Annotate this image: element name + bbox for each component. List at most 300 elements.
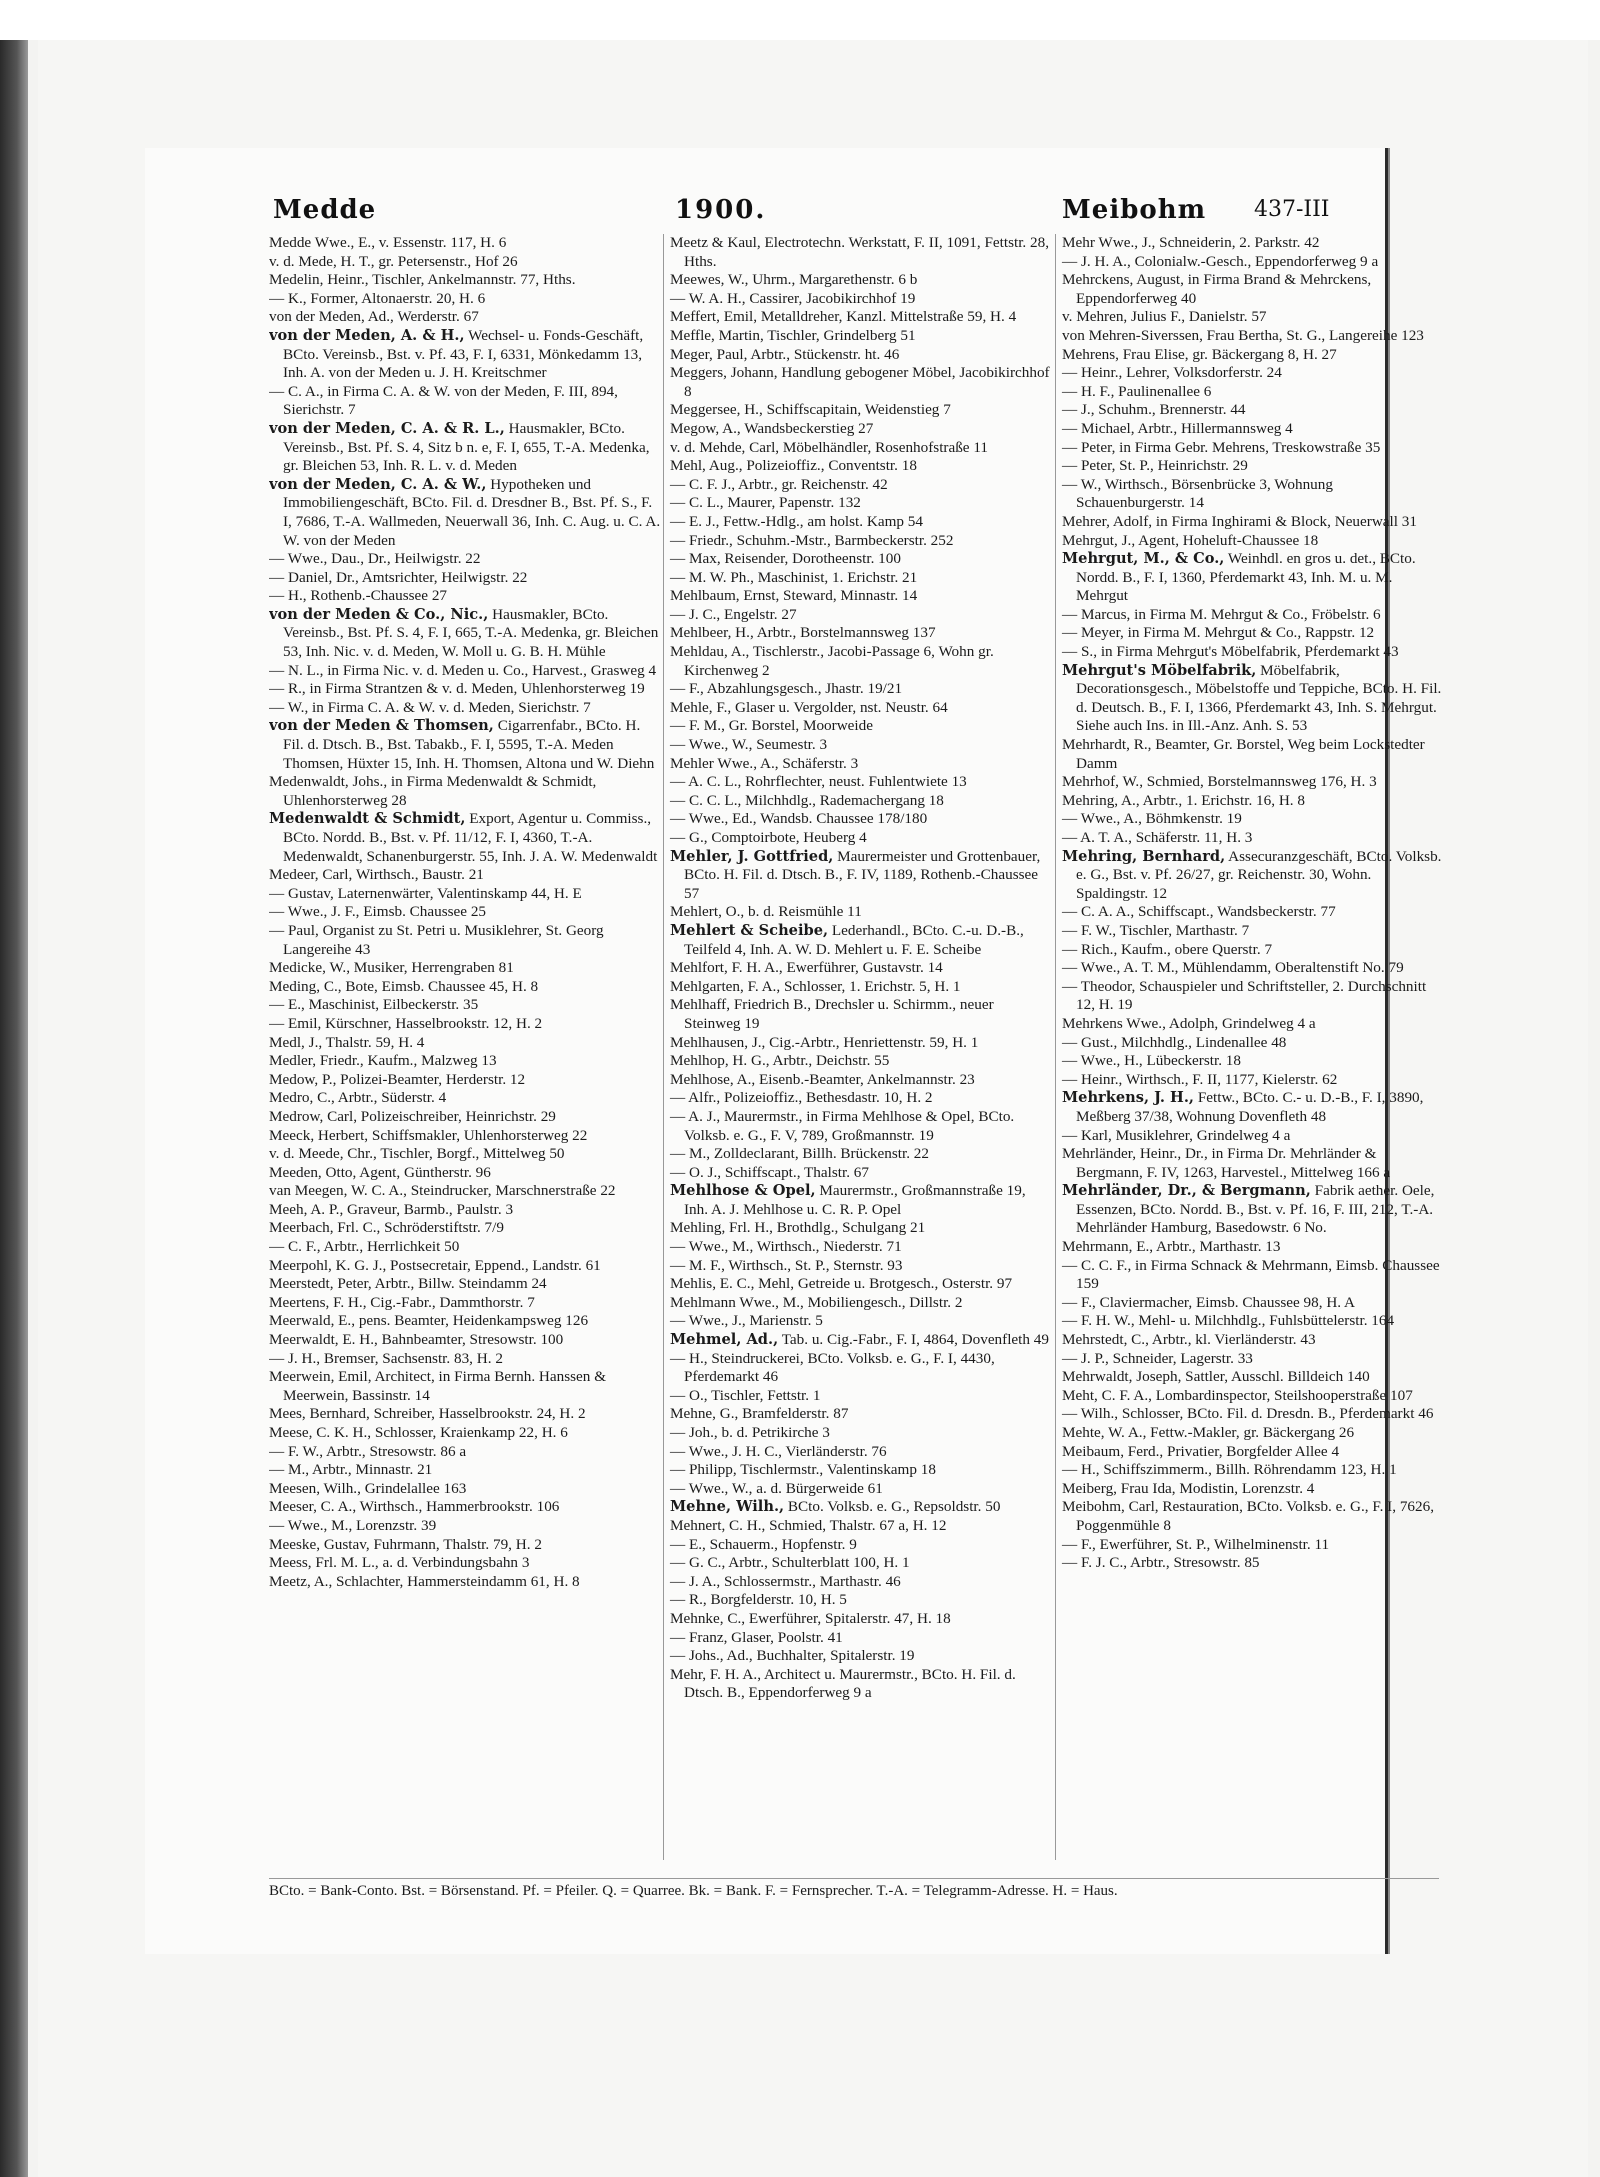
page-number: 437-III bbox=[1254, 197, 1330, 222]
entry-firm-name: Mehmel, Ad., bbox=[670, 1331, 779, 1349]
directory-entry bbox=[670, 978, 1052, 997]
entry-text: — J. A., Schlossermstr., Marthastr. 46 bbox=[670, 1572, 901, 1590]
entry-text: — Franz, Glaser, Poolstr. 41 bbox=[670, 1628, 843, 1646]
entry-text: Mehlis, E. C., Mehl, Getreide u. Brotgesch., Osterstr. 97 bbox=[670, 1275, 1013, 1293]
directory-entry bbox=[269, 699, 664, 718]
directory-entry bbox=[1062, 959, 1444, 978]
entry-text: Mehrländer, Heinr., Dr., in Firma Dr. Mehrländer & Bergmann, F. IV, 1263, Harvestel., Mittelweg 166 a bbox=[1062, 1145, 1391, 1181]
entry-text: Meerwein, Emil, Architect, in Firma Bernh. Hanssen & Meerwein, Bassinstr. 14 bbox=[269, 1368, 607, 1404]
entry-text: — Wwe., M., Lorenzstr. 39 bbox=[269, 1516, 437, 1534]
entry-text: Meerwald, E., pens. Beamter, Heidenkampsweg 126 bbox=[269, 1312, 589, 1330]
entry-text: — M., Arbtr., Minnastr. 21 bbox=[269, 1461, 433, 1479]
entry-text: Mehrmann, E., Arbtr., Marthastr. 13 bbox=[1062, 1238, 1281, 1256]
abbreviation-legend: BCto. = Bank-Conto. Bst. = Börsenstand. Pf. = Pfeiler. Q. = Quarree. Bk. = Bank. F. = Fernsprecher. T.-A. = Telegramm-Adresse. H. = Haus. bbox=[269, 1878, 1439, 1900]
directory-entry bbox=[670, 550, 1052, 569]
entry-text: Meess, Frl. M. L., a. d. Verbindungsbahn 3 bbox=[269, 1554, 530, 1572]
header-right-keyword: Meibohm bbox=[1062, 195, 1207, 225]
entry-text: — F., Abzahlungsgesch., Jhastr. 19/21 bbox=[670, 680, 903, 698]
entry-text: — Emil, Kürschner, Hasselbrookstr. 12, H. 2 bbox=[269, 1014, 543, 1032]
entry-text: Mehl, Aug., Polizeioffiz., Conventstr. 18 bbox=[670, 457, 917, 475]
directory-entry bbox=[269, 1312, 664, 1331]
entry-text: Meeck, Herbert, Schiffsmakler, Uhlenhorsterweg 22 bbox=[269, 1126, 588, 1144]
directory-entry bbox=[670, 1647, 1052, 1666]
entry-text: v. d. Mehde, Carl, Möbelhändler, Rosenhofstraße 11 bbox=[670, 438, 988, 456]
directory-entry bbox=[269, 290, 664, 309]
entry-text: Meerpohl, K. G. J., Postsecretair, Eppend., Landstr. 61 bbox=[269, 1256, 601, 1274]
entry-text: Meesen, Wilh., Grindelallee 163 bbox=[269, 1479, 467, 1497]
entry-text: Medeer, Carl, Wirthsch., Baustr. 21 bbox=[269, 866, 484, 884]
directory-entry bbox=[1062, 439, 1444, 458]
directory-entry bbox=[670, 327, 1052, 346]
directory-entry bbox=[670, 643, 1052, 680]
directory-entry bbox=[1062, 810, 1444, 829]
directory-entry bbox=[269, 1257, 664, 1276]
directory-entry bbox=[1062, 550, 1444, 606]
directory-entry bbox=[269, 1461, 664, 1480]
directory-entry bbox=[670, 624, 1052, 643]
directory-entry bbox=[1062, 364, 1444, 383]
entry-text: Medicke, W., Musiker, Herrengraben 81 bbox=[269, 959, 514, 977]
directory-entry bbox=[670, 513, 1052, 532]
directory-entry bbox=[670, 587, 1052, 606]
entry-text: — F., Ewerführer, St. P., Wilhelminenstr. 11 bbox=[1062, 1535, 1330, 1553]
entry-text: — N. L., in Firma Nic. v. d. Meden u. Co., Harvest., Grasweg 4 bbox=[269, 661, 657, 679]
entry-firm-name: Mehlhose & Opel, bbox=[670, 1182, 816, 1200]
directory-entry bbox=[670, 1164, 1052, 1183]
directory-entry bbox=[269, 1368, 664, 1405]
directory-entry bbox=[670, 1443, 1052, 1462]
directory-entry bbox=[1062, 1238, 1444, 1257]
directory-entry bbox=[670, 439, 1052, 458]
entry-text: — Paul, Organist zu St. Petri u. Musiklehrer, St. Georg Langereihe 43 bbox=[269, 921, 604, 958]
entry-text: — Rich., Kaufm., obere Querstr. 7 bbox=[1062, 940, 1273, 958]
entry-text: — G., Comptoirbote, Heuberg 4 bbox=[670, 829, 867, 846]
entry-text: — R., Borgfelderstr. 10, H. 5 bbox=[670, 1591, 847, 1609]
directory-entry bbox=[1062, 383, 1444, 402]
directory-entry bbox=[670, 1498, 1052, 1517]
entry-text: — Gust., Milchhdlg., Lindenallee 48 bbox=[1062, 1033, 1287, 1051]
directory-entry bbox=[670, 420, 1052, 439]
entry-text: — F. M., Gr. Borstel, Moorweide bbox=[670, 717, 873, 735]
directory-entry bbox=[1062, 1089, 1444, 1126]
column-2 bbox=[663, 234, 1052, 1860]
entry-text: — A. J., Maurermstr., in Firma Mehlhose & Opel, BCto. Volksb. e. G., F. V, 789, Großmannstr. 19 bbox=[670, 1107, 1015, 1144]
directory-entry bbox=[269, 606, 664, 662]
entry-text: Mehlhop, H. G., Arbtr., Deichstr. 55 bbox=[670, 1052, 890, 1070]
entry-text: Mehte, W. A., Fettw.-Makler, gr. Bäckergang 26 bbox=[1062, 1424, 1355, 1441]
directory-entry bbox=[1062, 1071, 1444, 1090]
entry-text: — C. F. J., Arbtr., gr. Reichenstr. 42 bbox=[670, 475, 888, 493]
entry-text: Mehrer, Adolf, in Firma Inghirami & Block, Neuerwall 31 bbox=[1062, 512, 1417, 530]
directory-entry bbox=[670, 699, 1052, 718]
entry-text: Meeser, C. A., Wirthsch., Hammerbrookstr. 106 bbox=[269, 1498, 560, 1516]
entry-text: — Wwe., A. T. M., Mühlendamm, Oberaltenstift No. 79 bbox=[1062, 959, 1404, 977]
entry-firm-name: Medenwaldt & Schmidt, bbox=[269, 810, 466, 828]
entry-text: Meggersee, H., Schiffscapitain, Weidenstieg 7 bbox=[670, 401, 951, 419]
entry-firm-name: von der Meden, A. & H., bbox=[269, 326, 465, 344]
directory-entry bbox=[1062, 1145, 1444, 1182]
directory-entry bbox=[269, 383, 664, 420]
directory-entry bbox=[670, 829, 1052, 848]
directory-entry bbox=[670, 1480, 1052, 1499]
entry-text: — F. H. W., Mehl- u. Milchhdlg., Fuhlsbüttelerstr. 164 bbox=[1062, 1312, 1395, 1330]
entry-text: Hausmakler, BCto. Vereinsb., Bst. Pf. S. 4, Sitz b n. e, F. I, 655, T.-A. Medenka, gr. Bleichen 53, Inh. R. L. v. d. Meden bbox=[283, 419, 650, 475]
entry-firm-name: von der Meden & Co., Nic., bbox=[269, 605, 489, 623]
directory-entry bbox=[670, 271, 1052, 290]
directory-entry bbox=[1062, 1331, 1444, 1350]
directory-entry bbox=[269, 978, 664, 997]
entry-text: — Joh., b. d. Petrikirche 3 bbox=[670, 1424, 830, 1441]
entry-text: Medl, J., Thalstr. 59, H. 4 bbox=[269, 1033, 425, 1051]
entry-text: — H., Schiffszimmerm., Billh. Röhrendamm 123, H. 1 bbox=[1062, 1461, 1397, 1479]
directory-entry bbox=[670, 1108, 1052, 1145]
entry-text: Mehrgut, J., Agent, Hoheluft-Chaussee 18 bbox=[1062, 531, 1319, 549]
entry-text: — G. C., Arbtr., Schulterblatt 100, H. 1 bbox=[670, 1554, 910, 1572]
directory-entry bbox=[269, 1350, 664, 1369]
directory-entry bbox=[269, 1498, 664, 1517]
entry-text: — A. T. A., Schäferstr. 11, H. 3 bbox=[1062, 829, 1253, 846]
directory-entry bbox=[670, 1536, 1052, 1555]
entry-text: Meger, Paul, Arbtr., Stückenstr. ht. 46 bbox=[670, 345, 900, 363]
entry-text: Hypotheken und Immobiliengeschäft, BCto. Fil. d. Dresdner B., Bst. Pf. S., F. I, 7686, T.-A. Wallmeden, Neuerwall 36, Inh. C. Aug. u. C. A. W. von der Meden bbox=[283, 475, 661, 549]
entry-text: Meht, C. F. A., Lombardinspector, Steilshooperstraße 107 bbox=[1062, 1386, 1413, 1404]
entry-text: Maurermeister und Grottenbauer, BCto. H. Fil. d. Dtsch. B., F. IV, 1189, Rothenb.-Chaussee 57 bbox=[684, 847, 1041, 902]
directory-entry bbox=[670, 1350, 1052, 1387]
entry-text: — Theodor, Schauspieler und Schriftsteller, 2. Durchschnitt 12, H. 19 bbox=[1062, 977, 1427, 1014]
directory-entry bbox=[670, 1034, 1052, 1053]
entry-text: — Wwe., A., Böhmkenstr. 19 bbox=[1062, 810, 1242, 828]
entry-text: Meewes, W., Uhrm., Margarethenstr. 6 b bbox=[670, 271, 918, 289]
entry-text: Möbelfabrik, Decorationsgesch., Möbelstoffe und Teppiche, BCto. H. Fil. d. Deutsch. B., F. I, 1366, Pferdemarkt 43, Inh. S. Mehrgut. Siehe auch Ins. in Ill.-Anz. Anh. S. 53 bbox=[1076, 661, 1442, 735]
entry-firm-name: Mehne, Wilh., bbox=[670, 1498, 785, 1516]
entry-text: — C. A., in Firma C. A. & W. von der Meden, F. III, 894, Sierichstr. 7 bbox=[269, 382, 618, 419]
directory-entry bbox=[670, 755, 1052, 774]
entry-text: — H., Steindruckerei, BCto. Volksb. e. G., F. I, 4430, Pferdemarkt 46 bbox=[670, 1349, 995, 1386]
directory-entry bbox=[1062, 1312, 1444, 1331]
directory-entry bbox=[1062, 253, 1444, 272]
directory-entry bbox=[269, 1089, 664, 1108]
entry-text: — J. H., Bremser, Sachsenstr. 83, H. 2 bbox=[269, 1349, 503, 1367]
entry-text: Mehne, G., Bramfelderstr. 87 bbox=[670, 1405, 849, 1423]
column-3 bbox=[1055, 234, 1444, 1860]
directory-entry bbox=[1062, 1554, 1444, 1573]
entry-text: — M., Zolldeclarant, Billh. Brückenstr. 22 bbox=[670, 1145, 929, 1163]
directory-entry bbox=[670, 1071, 1052, 1090]
directory-entry bbox=[670, 1182, 1052, 1219]
entry-text: — Johs., Ad., Buchhalter, Spitalerstr. 19 bbox=[670, 1647, 915, 1665]
entry-text: — Peter, St. P., Heinrichstr. 29 bbox=[1062, 457, 1248, 475]
entry-text: — C. C. L., Milchhdlg., Rademachergang 18 bbox=[670, 791, 944, 809]
directory-entry bbox=[269, 1536, 664, 1555]
entry-text: — C. L., Maurer, Papenstr. 132 bbox=[670, 494, 861, 512]
entry-text: Meeske, Gustav, Fuhrmann, Thalstr. 79, H. 2 bbox=[269, 1535, 542, 1553]
entry-text: — Wwe., Ed., Wandsb. Chaussee 178/180 bbox=[670, 810, 928, 828]
entry-text: — H., Rothenb.-Chaussee 27 bbox=[269, 587, 448, 605]
directory-entry bbox=[1062, 1368, 1444, 1387]
directory-entry bbox=[1062, 1034, 1444, 1053]
entry-text: Meerwaldt, E. H., Bahnbeamter, Stresowstr. 100 bbox=[269, 1331, 564, 1349]
directory-entry bbox=[1062, 1182, 1444, 1238]
directory-entry bbox=[1062, 1424, 1444, 1443]
entry-text: Mehle, F., Glaser u. Vergolder, nst. Neustr. 64 bbox=[670, 698, 948, 716]
directory-entry bbox=[269, 1573, 664, 1592]
directory-entry bbox=[269, 1182, 664, 1201]
entry-text: Mehlgarten, F. A., Schlosser, 1. Erichstr. 5, H. 1 bbox=[670, 977, 961, 995]
entry-text: Mehlert, O., b. d. Reismühle 11 bbox=[670, 903, 862, 921]
entry-text: Export, Agentur u. Commiss., BCto. Nordd. B., Bst. v. Pf. 11/12, F. I, 4360, T.-A. Medenwaldt, Schanenburgerstr. 55, Inh. J. A. W. Medenwaldt bbox=[283, 810, 658, 865]
entry-text: — S., in Firma Mehrgut's Möbelfabrik, Pferdemarkt 43 bbox=[1062, 643, 1399, 661]
entry-text: — Max, Reisender, Dorotheenstr. 100 bbox=[670, 550, 901, 568]
directory-entry bbox=[269, 662, 664, 681]
directory-entry bbox=[1062, 662, 1444, 736]
directory-entry bbox=[269, 680, 664, 699]
entry-text: — M. F., Wirthsch., St. P., Sternstr. 93 bbox=[670, 1256, 903, 1274]
directory-entry bbox=[1062, 1294, 1444, 1313]
directory-entry bbox=[670, 792, 1052, 811]
directory-entry bbox=[670, 1424, 1052, 1443]
column-1 bbox=[269, 234, 664, 1860]
entry-text: Medrow, Carl, Polizeischreiber, Heinrichstr. 29 bbox=[269, 1107, 556, 1125]
entry-text: v. d. Meede, Chr., Tischler, Borgf., Mittelweg 50 bbox=[269, 1145, 565, 1163]
directory-entry bbox=[269, 1424, 664, 1443]
directory-entry bbox=[269, 420, 664, 476]
directory-entry bbox=[670, 308, 1052, 327]
directory-entry bbox=[1062, 643, 1444, 662]
entry-text: Weinhdl. en gros u. det., BCto. Nordd. B., F. I, 1360, Pferdemarkt 43, Inh. M. u. M. Mehrgut bbox=[1076, 550, 1416, 605]
entry-text: Mehlbeer, H., Arbtr., Borstelmannsweg 137 bbox=[670, 624, 936, 642]
directory-entry bbox=[269, 234, 664, 253]
entry-text: von Mehren-Siverssen, Frau Bertha, St. G., Langereihe 123 bbox=[1062, 326, 1424, 344]
entry-text: von der Meden, Ad., Werderstr. 67 bbox=[269, 308, 479, 326]
directory-entry bbox=[269, 308, 664, 327]
entry-text: — Wwe., W., Seumestr. 3 bbox=[670, 736, 828, 754]
directory-entry bbox=[670, 1573, 1052, 1592]
entry-text: Fabrik aether. Oele, Essenzen, BCto. Nordd. B., Bst. v. Pf. 16, F. III, 212, T.-A. Mehrländer Hamburg, Basedowstr. 6 No. bbox=[1076, 1182, 1435, 1237]
directory-entry bbox=[1062, 1405, 1444, 1424]
directory-entry bbox=[1062, 420, 1444, 439]
directory-entry bbox=[670, 1405, 1052, 1424]
directory-entry bbox=[670, 1461, 1052, 1480]
entry-text: Maurermstr., Großmannstraße 19, Inh. A. J. Mehlhose u. C. R. P. Opel bbox=[684, 1182, 1026, 1218]
directory-entry bbox=[1062, 1387, 1444, 1406]
entry-text: Meiberg, Frau Ida, Modistin, Lorenzstr. 4 bbox=[1062, 1479, 1315, 1497]
directory-entry bbox=[1062, 476, 1444, 513]
entry-text: — E., Schauerm., Hopfenstr. 9 bbox=[670, 1535, 857, 1553]
entry-text: — Wwe., Dau., Dr., Heilwigstr. 22 bbox=[269, 550, 481, 568]
entry-text: Mehnke, C., Ewerführer, Spitalerstr. 47, H. 18 bbox=[670, 1609, 951, 1627]
entry-text: — F. W., Tischler, Marthastr. 7 bbox=[1062, 921, 1250, 939]
header-year: 1900. bbox=[675, 195, 767, 225]
entry-text: Mehrstedt, C., Arbtr., kl. Vierländerstr. 43 bbox=[1062, 1331, 1316, 1349]
directory-entry bbox=[1062, 1536, 1444, 1555]
directory-entry bbox=[269, 922, 664, 959]
directory-entry bbox=[1062, 792, 1444, 811]
entry-text: Mehling, Frl. H., Brothdlg., Schulgang 21 bbox=[670, 1219, 926, 1237]
directory-entry bbox=[670, 457, 1052, 476]
entry-text: Mehrkens Wwe., Adolph, Grindelweg 4 a bbox=[1062, 1014, 1316, 1032]
entry-text: Mehrhof, W., Schmied, Borstelmannsweg 176, H. 3 bbox=[1062, 773, 1377, 791]
directory-entry bbox=[269, 569, 664, 588]
directory-entry bbox=[269, 1331, 664, 1350]
directory-entry bbox=[670, 606, 1052, 625]
entry-text: — K., Former, Altonaerstr. 20, H. 6 bbox=[269, 289, 486, 307]
directory-entry bbox=[269, 1405, 664, 1424]
entry-text: — J. P., Schneider, Lagerstr. 33 bbox=[1062, 1349, 1253, 1367]
directory-entry bbox=[670, 1145, 1052, 1164]
directory-entry bbox=[269, 717, 664, 773]
directory-entry bbox=[269, 253, 664, 272]
directory-entry bbox=[269, 1108, 664, 1127]
entry-text: — Wilh., Schlosser, BCto. Fil. d. Dresdn. B., Pferdemarkt 46 bbox=[1062, 1405, 1434, 1423]
header-left-keyword: Medde bbox=[273, 195, 377, 225]
entry-text: — J., Schuhm., Brennerstr. 44 bbox=[1062, 401, 1246, 419]
directory-entry bbox=[269, 1219, 664, 1238]
directory-entry bbox=[269, 587, 664, 606]
directory-entry bbox=[670, 922, 1052, 959]
directory-entry bbox=[670, 1238, 1052, 1257]
entry-text: Meffert, Emil, Metalldreher, Kanzl. Mittelstraße 59, H. 4 bbox=[670, 308, 1017, 326]
entry-text: — Karl, Musiklehrer, Grindelweg 4 a bbox=[1062, 1126, 1291, 1144]
entry-text: Tab. u. Cig.-Fabr., F. I, 4864, Dovenfleth 49 bbox=[778, 1331, 1049, 1349]
directory-entry bbox=[1062, 1015, 1444, 1034]
directory-entry bbox=[1062, 1480, 1444, 1499]
entry-text: Meerstedt, Peter, Arbtr., Billw. Steindamm 24 bbox=[269, 1275, 547, 1293]
entry-text: — Wwe., J., Marienstr. 5 bbox=[670, 1312, 823, 1330]
directory-page bbox=[145, 148, 1442, 1954]
directory-entry bbox=[670, 1331, 1052, 1350]
entry-firm-name: von der Meden & Thomsen, bbox=[269, 717, 494, 735]
entry-text: Assecuranzgeschäft, BCto. Volksb. e. G., Bst. v. Pf. 26/27, gr. Reichenstr. 30, Wohn. Spaldingstr. 12 bbox=[1076, 847, 1442, 902]
directory-entry bbox=[1062, 848, 1444, 904]
directory-entry bbox=[269, 1052, 664, 1071]
directory-entry bbox=[670, 476, 1052, 495]
directory-entry bbox=[269, 1127, 664, 1146]
entry-text: — F. W., Arbtr., Stresowstr. 86 a bbox=[269, 1442, 467, 1460]
entry-text: Meding, C., Bote, Eimsb. Chaussee 45, H. 8 bbox=[269, 977, 539, 995]
entry-text: — F., Claviermacher, Eimsb. Chaussee 98, H. A bbox=[1062, 1293, 1356, 1311]
directory-entry bbox=[269, 810, 664, 866]
entry-text: — M. W. Ph., Maschinist, 1. Erichstr. 21 bbox=[670, 568, 918, 586]
entry-text: — Gustav, Laternenwärter, Valentinskamp 44, H. E bbox=[269, 884, 582, 902]
entry-firm-name: Mehler, J. Gottfried, bbox=[670, 847, 834, 865]
entry-text: — J. C., Engelstr. 27 bbox=[670, 605, 797, 623]
directory-entry bbox=[670, 1554, 1052, 1573]
directory-entry bbox=[1062, 829, 1444, 848]
directory-entry bbox=[1062, 624, 1444, 643]
directory-entry bbox=[670, 346, 1052, 365]
entry-text: — Alfr., Polizeioffiz., Bethesdastr. 10, H. 2 bbox=[670, 1089, 933, 1107]
directory-entry bbox=[1062, 941, 1444, 960]
entry-text: — Marcus, in Firma M. Mehrgut & Co., Fröbelstr. 6 bbox=[1062, 605, 1381, 623]
directory-entry bbox=[269, 773, 664, 810]
entry-text: v. Mehren, Julius F., Danielstr. 57 bbox=[1062, 308, 1267, 326]
entry-text: — Wwe., H., Lübeckerstr. 18 bbox=[1062, 1052, 1241, 1070]
entry-text: Mehlmann Wwe., M., Mobiliengesch., Dillstr. 2 bbox=[670, 1293, 963, 1311]
entry-text: — Heinr., Wirthsch., F. II, 1177, Kielerstr. 62 bbox=[1062, 1070, 1338, 1088]
directory-entry bbox=[1062, 1443, 1444, 1462]
directory-entry bbox=[269, 1275, 664, 1294]
directory-entry bbox=[670, 1052, 1052, 1071]
entry-text: Medow, P., Polizei-Beamter, Herderstr. 12 bbox=[269, 1070, 526, 1088]
directory-entry bbox=[1062, 1350, 1444, 1369]
entry-text: Mehr Wwe., J., Schneiderin, 2. Parkstr. 42 bbox=[1062, 234, 1320, 251]
entry-text: Meffle, Martin, Tischler, Grindelberg 51 bbox=[670, 326, 916, 344]
entry-text: — W. A. H., Cassirer, Jacobikirchhof 19 bbox=[670, 289, 916, 307]
directory-entry bbox=[670, 290, 1052, 309]
directory-entry bbox=[269, 1480, 664, 1499]
directory-entry bbox=[1062, 457, 1444, 476]
entry-text: Medelin, Heinr., Tischler, Ankelmannstr. 77, Hths. bbox=[269, 271, 576, 289]
entry-text: — H. F., Paulinenallee 6 bbox=[1062, 382, 1212, 400]
directory-entry bbox=[1062, 922, 1444, 941]
entry-text: Medenwaldt, Johs., in Firma Medenwaldt & Schmidt, Uhlenhorsterweg 28 bbox=[269, 773, 597, 809]
directory-entry bbox=[269, 1145, 664, 1164]
directory-entry bbox=[1062, 1498, 1444, 1535]
entry-text: Cigarrenfabr., BCto. H. Fil. d. Dtsch. B., Bst. Tabakb., F. I, 5595, T.-A. Meden Thomsen, Hüxter 15, Inh. H. Thomsen, Altona und W. Diehn bbox=[283, 717, 655, 772]
directory-entry bbox=[1062, 532, 1444, 551]
directory-entry bbox=[269, 1554, 664, 1573]
entry-text: — Philipp, Tischlermstr., Valentinskamp 18 bbox=[670, 1461, 936, 1479]
entry-firm-name: Mehrkens, J. H., bbox=[1062, 1089, 1195, 1107]
entry-text: Mehrckens, August, in Firma Brand & Mehrckens, Eppendorferweg 40 bbox=[1062, 271, 1372, 307]
entry-text: — Wwe., M., Wirthsch., Niederstr. 71 bbox=[670, 1238, 902, 1256]
entry-text: — Wwe., J. H. C., Vierländerstr. 76 bbox=[670, 1442, 887, 1460]
directory-entry bbox=[670, 494, 1052, 513]
directory-entry bbox=[670, 532, 1052, 551]
entry-text: — W., in Firma C. A. & W. v. d. Meden, Sierichstr. 7 bbox=[269, 698, 591, 716]
directory-entry bbox=[269, 327, 664, 383]
entry-text: Meibohm, Carl, Restauration, BCto. Volksb. e. G., F. I, 7626, Poggenmühle 8 bbox=[1062, 1498, 1434, 1534]
entry-firm-name: von der Meden, C. A. & R. L., bbox=[269, 419, 505, 437]
entry-text: — C. C. F., in Firma Schnack & Mehrmann, Eimsb. Chaussee 159 bbox=[1062, 1256, 1440, 1293]
entry-text: — O., Tischler, Fettstr. 1 bbox=[670, 1386, 821, 1404]
directory-entry bbox=[269, 1164, 664, 1183]
entry-text: Meertens, F. H., Cig.-Fabr., Dammthorstr. 7 bbox=[269, 1293, 535, 1311]
entry-text: Mehrwaldt, Joseph, Sattler, Ausschl. Billdeich 140 bbox=[1062, 1368, 1370, 1386]
directory-entry bbox=[670, 717, 1052, 736]
directory-entry bbox=[670, 1629, 1052, 1648]
directory-entry bbox=[269, 1517, 664, 1536]
directory-entry bbox=[670, 848, 1052, 904]
directory-entry bbox=[1062, 773, 1444, 792]
entry-text: Medro, C., Arbtr., Süderstr. 4 bbox=[269, 1089, 447, 1107]
directory-entry bbox=[1062, 1257, 1444, 1294]
entry-text: Meerbach, Frl. C., Schröderstiftstr. 7/9 bbox=[269, 1219, 504, 1237]
entry-text: Mehlfort, F. H. A., Ewerführer, Gustavstr. 14 bbox=[670, 959, 943, 977]
entry-text: Mehrens, Frau Elise, gr. Bäckergang 8, H. 27 bbox=[1062, 345, 1337, 363]
entry-text: — Heinr., Lehrer, Volksdorferstr. 24 bbox=[1062, 364, 1282, 382]
entry-text: v. d. Mede, H. T., gr. Petersenstr., Hof 26 bbox=[269, 252, 518, 270]
entry-text: Meetz & Kaul, Electrotechn. Werkstatt, F. II, 1091, Fettstr. 28, Hths. bbox=[670, 234, 1049, 270]
entry-firm-name: Mehlert & Scheibe, bbox=[670, 921, 829, 939]
directory-entry bbox=[269, 959, 664, 978]
directory-entry bbox=[269, 1034, 664, 1053]
entry-firm-name: Mehring, Bernhard, bbox=[1062, 847, 1226, 865]
directory-entry bbox=[1062, 736, 1444, 773]
entry-text: — W., Wirthsch., Börsenbrücke 3, Wohnung Schauenburgerstr. 14 bbox=[1062, 475, 1333, 512]
entry-text: Mehldau, A., Tischlerstr., Jacobi-Passage 6, Wohn gr. Kirchenweg 2 bbox=[670, 643, 994, 679]
directory-entry bbox=[269, 550, 664, 569]
entry-text: Mees, Bernhard, Schreiber, Hasselbrookstr. 24, H. 2 bbox=[269, 1405, 586, 1423]
directory-entry bbox=[269, 903, 664, 922]
directory-entry bbox=[670, 736, 1052, 755]
directory-entry bbox=[1062, 401, 1444, 420]
directory-entry bbox=[1062, 513, 1444, 532]
entry-text: — C. F., Arbtr., Herrlichkeit 50 bbox=[269, 1238, 460, 1256]
directory-entry bbox=[269, 996, 664, 1015]
entry-text: — Wwe., W., a. d. Bürgerweide 61 bbox=[670, 1479, 883, 1497]
directory-entry bbox=[670, 996, 1052, 1033]
